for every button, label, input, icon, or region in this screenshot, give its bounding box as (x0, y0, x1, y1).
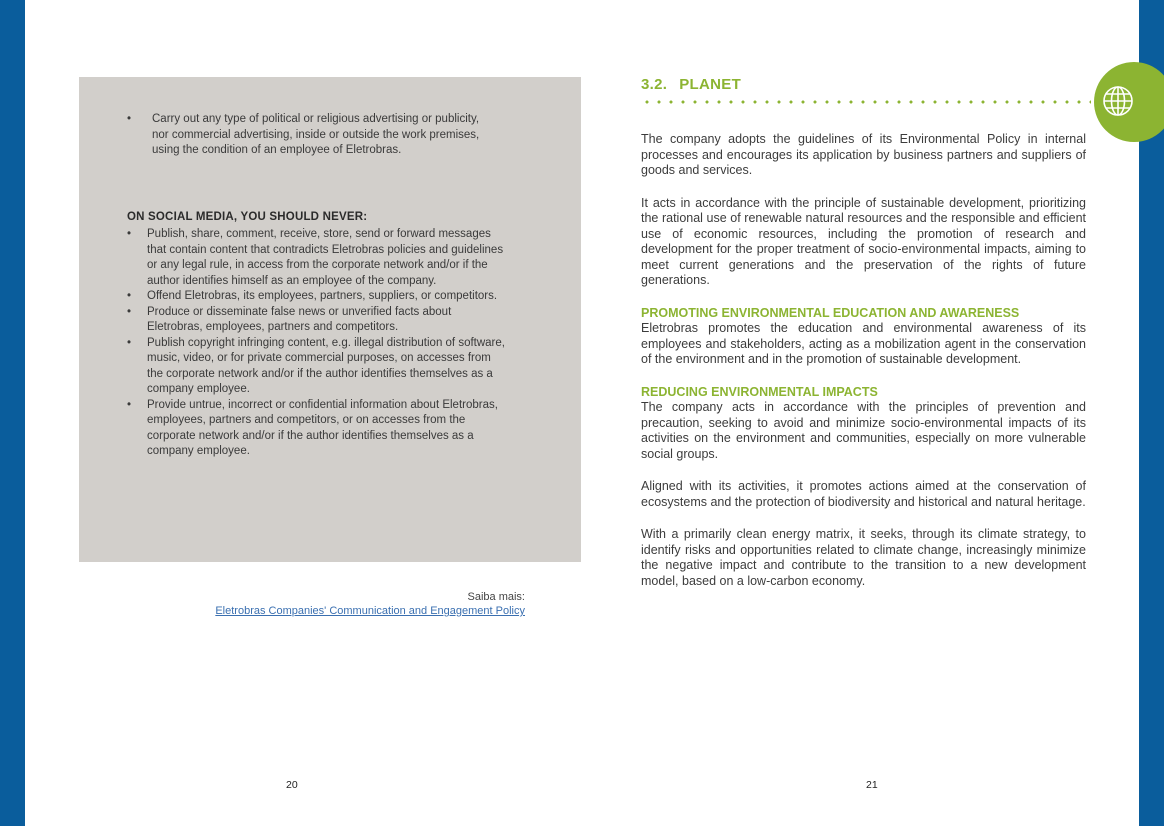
paragraph: It acts in accordance with the principle of sustainable development, prioritizing the rational use of renewable natural resources and the responsible and efficient use of economic resources, including the promotion of research and development for the proper treatment of socio-environmental impacts, aiming to meet current generations and the preservation of the rights of future generations. (641, 195, 1086, 287)
list-item: • Provide untrue, incorrect or confidential information about Eletrobras, employees, partners and competitors, or on accesses from the corporate network and/or if the author identifies themselves as a company employee. (127, 398, 507, 460)
dotted-divider (641, 100, 1091, 104)
paragraph: With a primarily clean energy matrix, it seeks, through its climate strategy, to identify risks and opportunities related to climate change, increasingly minimize the negative impact and contribute to the transition to a new development model, based on a low-carbon economy. (641, 527, 1086, 588)
list-item: • Carry out any type of political or religious advertising or publicity, nor commercial advertising, inside or outside the work premises, using the condition of an employee of Eletrobras. (127, 112, 487, 159)
paragraph: Aligned with its activities, it promotes actions aimed at the conservation of ecosystems and the protection of biodiversity and historical and natural heritage. (641, 479, 1086, 509)
page-number-left: 20 (286, 779, 298, 791)
advertising-rule-list (127, 112, 487, 159)
list-item: • Produce or disseminate false news or unverified facts about Eletrobras, employees, partners and competitors. (127, 305, 507, 336)
list-item: • Publish copyright infringing content, e.g. illegal distribution of software, music, video, or for private commercial purposes, on accesses from the corporate network and/or if the author identifies themselves as a company employee. (127, 336, 507, 398)
globe-icon (1101, 84, 1135, 118)
education-heading: PROMOTING ENVIRONMENTAL EDUCATION AND AWARENESS (641, 305, 1020, 320)
list-item: • Offend Eletrobras, its employees, partners, suppliers, or competitors. (127, 289, 507, 305)
social-media-rule-list (127, 227, 507, 460)
paragraph: The company acts in accordance with the principles of prevention and precaution, seeking to avoid and minimize socio-environmental impacts of its activities on the environment and communities, especially on more vulnerable social groups. (641, 400, 1086, 461)
impacts-heading: REDUCING ENVIRONMENTAL IMPACTS (641, 384, 878, 399)
section-title (641, 76, 741, 93)
conduct-rules-box (79, 77, 581, 562)
social-media-heading: ON SOCIAL MEDIA, YOU SHOULD NEVER: (127, 211, 368, 223)
paragraph: Eletrobras promotes the education and environmental awareness of its employees and stakeholders, acting as a mobilization agent in the conservation of the environment and in the promotion of sustainable development. (641, 321, 1086, 366)
planet-body (641, 132, 1086, 606)
paragraph: The company adopts the guidelines of its Environmental Policy in internal processes and encourages its application by business partners and suppliers of goods and services. (641, 132, 1086, 177)
list-item: • Publish, share, comment, receive, store, send or forward messages that contain content that contradicts Eletrobras policies and guidelines or any legal rule, in access from the corporate network and/or if the author identifies himself as an employee of the company. (127, 227, 507, 289)
section-title-text: PLANET (679, 76, 742, 93)
learn-more-label: Saiba mais: (467, 591, 525, 603)
page-number-right: 21 (866, 779, 878, 791)
left-edge-band (0, 0, 25, 826)
policy-link[interactable]: Eletrobras Companies' Communication and Engagement Policy (215, 605, 525, 617)
section-number: 3.2. (641, 76, 668, 93)
